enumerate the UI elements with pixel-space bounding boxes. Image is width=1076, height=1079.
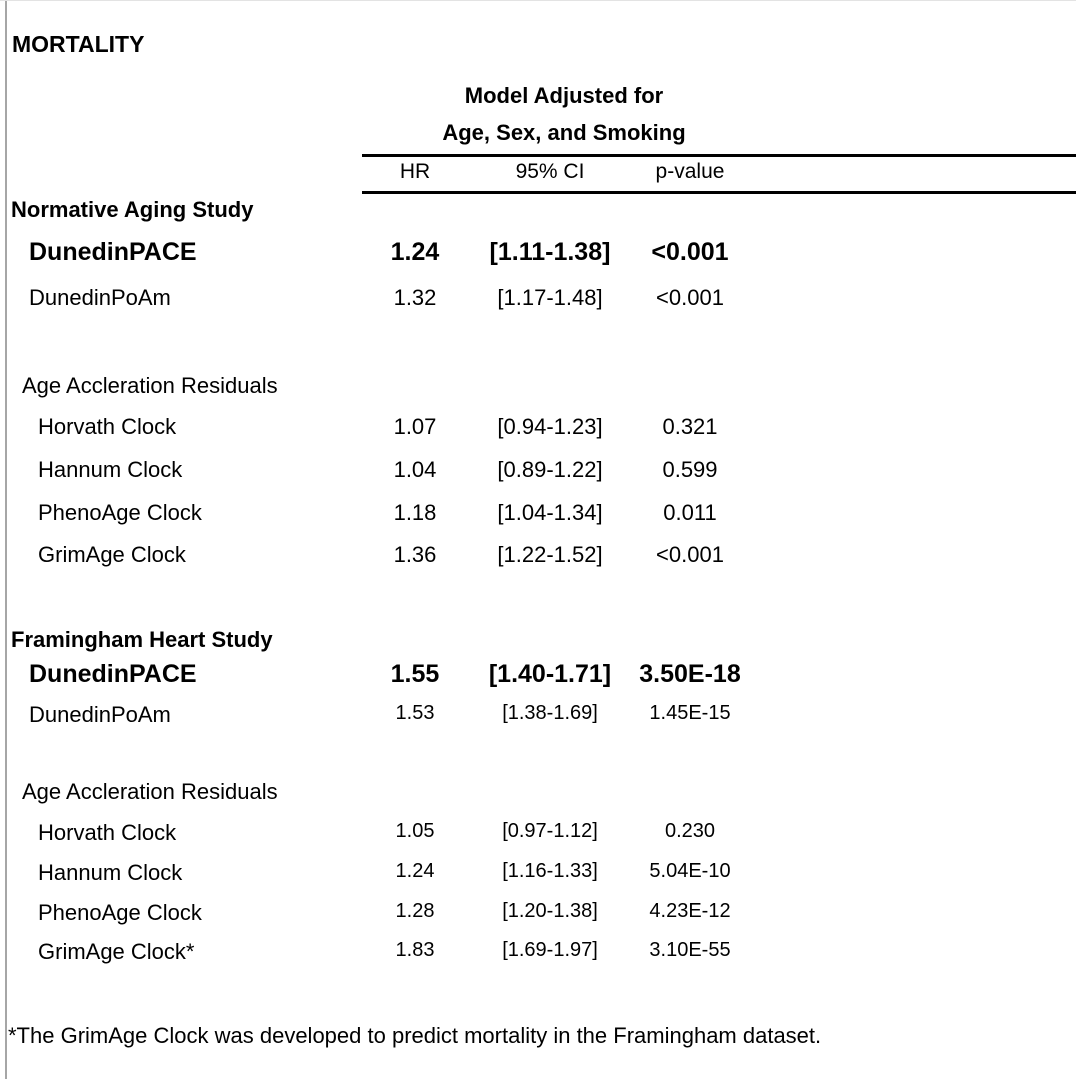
ci-value: [1.16-1.33] — [502, 860, 598, 882]
ci-value: [0.94-1.23] — [497, 414, 603, 439]
row-label: DunedinPoAm — [29, 285, 171, 310]
table-row — [0, 860, 1076, 892]
p-value: 3.10E-55 — [649, 939, 731, 961]
table-row — [0, 238, 1076, 270]
table-row — [0, 660, 1076, 692]
p-value: 1.45E-15 — [649, 702, 731, 724]
p-value: 0.011 — [663, 500, 717, 525]
ci-value: [1.40-1.71] — [488, 660, 612, 688]
row-label: Hannum Clock — [38, 860, 183, 885]
column-header-pvalue: p-value — [655, 160, 725, 183]
hr-value: 1.07 — [393, 414, 437, 439]
ci-value: [1.17-1.48] — [497, 285, 603, 310]
hr-value: 1.53 — [395, 702, 435, 724]
row-label: PhenoAge Clock — [38, 900, 202, 925]
ci-value: [1.11-1.38] — [489, 238, 611, 266]
section-name: Framingham Heart Study — [11, 627, 273, 652]
hr-value: 1.36 — [393, 542, 437, 567]
column-header-row — [0, 160, 1076, 192]
hr-value: 1.55 — [390, 660, 440, 688]
hr-value: 1.05 — [395, 820, 435, 842]
column-header-ci: 95% CI — [515, 160, 585, 183]
row-label: DunedinPACE — [29, 238, 197, 266]
table-row — [0, 500, 1076, 532]
header-bottom-rule — [362, 191, 1076, 194]
row-label: GrimAge Clock — [38, 542, 186, 567]
p-value: 0.599 — [662, 457, 718, 482]
hr-value: 1.04 — [393, 457, 437, 482]
ci-value: [0.89-1.22] — [497, 457, 603, 482]
section-header — [0, 197, 1076, 229]
row-label: Horvath Clock — [38, 820, 177, 845]
ci-value: [1.04-1.34] — [497, 500, 603, 525]
model-header-line1: Model Adjusted for — [464, 83, 664, 108]
table-row — [0, 542, 1076, 574]
header-top-rule — [362, 154, 1076, 157]
subsection-label: Age Accleration Residuals — [22, 373, 278, 398]
hr-value: 1.18 — [393, 500, 437, 525]
row-label: PhenoAge Clock — [38, 500, 202, 525]
model-header-line2: Age, Sex, and Smoking — [442, 120, 686, 145]
table-row — [0, 702, 1076, 734]
p-value: <0.001 — [651, 238, 729, 266]
ci-value: [1.22-1.52] — [497, 542, 603, 567]
table-row — [0, 900, 1076, 932]
p-value: 3.50E-18 — [639, 660, 741, 688]
p-value: 0.321 — [662, 414, 718, 439]
row-label: DunedinPoAm — [29, 702, 171, 727]
table-footnote: *The GrimAge Clock was developed to predict mortality in the Framingham dataset. — [8, 1023, 822, 1048]
ci-value: [1.20-1.38] — [502, 900, 598, 922]
p-value: 0.230 — [664, 820, 716, 842]
p-value: 5.04E-10 — [649, 860, 731, 882]
hr-value: 1.83 — [395, 939, 435, 961]
table-row — [0, 820, 1076, 852]
subsection-header — [0, 779, 1076, 811]
row-label: GrimAge Clock* — [38, 939, 195, 964]
section-name: Normative Aging Study — [11, 197, 254, 222]
ci-value: [1.38-1.69] — [502, 702, 598, 724]
hr-value: 1.28 — [395, 900, 435, 922]
table-row — [0, 285, 1076, 317]
table-row — [0, 939, 1076, 971]
ci-value: [1.69-1.97] — [502, 939, 598, 961]
section-header — [0, 627, 1076, 659]
column-header-hr: HR — [399, 160, 431, 183]
p-value: <0.001 — [656, 285, 724, 310]
row-label: DunedinPACE — [29, 660, 197, 688]
ci-value: [0.97-1.12] — [502, 820, 598, 842]
hr-value: 1.24 — [395, 860, 435, 882]
page-title: MORTALITY — [12, 31, 145, 57]
row-label: Horvath Clock — [38, 414, 177, 439]
subsection-header — [0, 373, 1076, 405]
table-row — [0, 457, 1076, 489]
row-label: Hannum Clock — [38, 457, 183, 482]
hr-value: 1.24 — [390, 238, 440, 266]
table-row — [0, 414, 1076, 446]
p-value: <0.001 — [656, 542, 724, 567]
subsection-label: Age Accleration Residuals — [22, 779, 278, 804]
p-value: 4.23E-12 — [649, 900, 731, 922]
hr-value: 1.32 — [393, 285, 437, 310]
